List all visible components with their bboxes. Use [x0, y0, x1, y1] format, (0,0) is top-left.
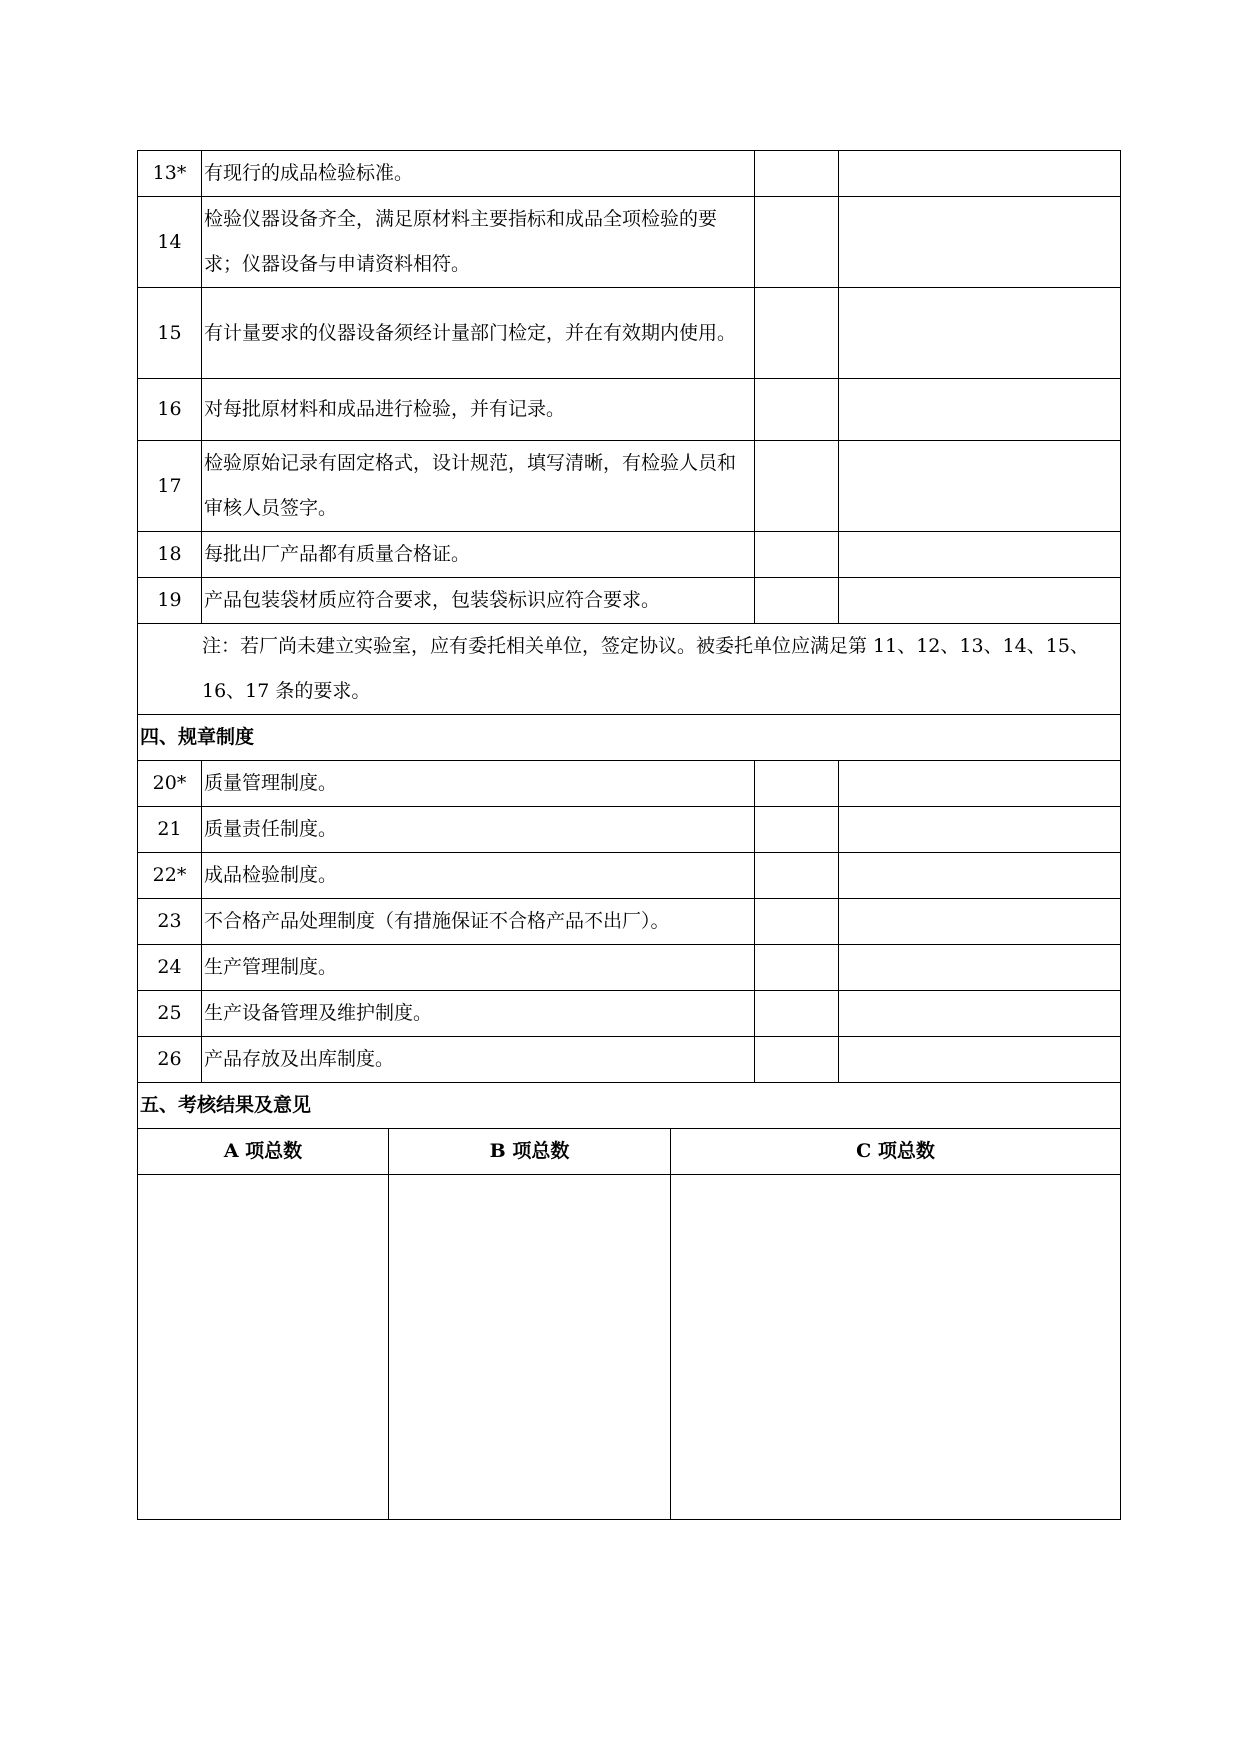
- table-row: [138, 441, 1121, 532]
- remark-cell[interactable]: [839, 853, 1121, 899]
- remark-cell[interactable]: [839, 151, 1121, 197]
- item-description: 有计量要求的仪器设备须经计量部门检定，并在有效期内使用。: [202, 288, 755, 379]
- section-header-row: [138, 715, 1121, 761]
- a-total-header: A 项总数: [138, 1129, 389, 1175]
- result-cell[interactable]: [755, 288, 839, 379]
- table-row: [138, 197, 1121, 288]
- item-number: 25: [138, 991, 202, 1037]
- item-number: 21: [138, 807, 202, 853]
- item-number: 17: [138, 441, 202, 532]
- result-cell[interactable]: [755, 532, 839, 578]
- table-row: [138, 853, 1121, 899]
- b-total-header: B 项总数: [389, 1129, 671, 1175]
- item-number: 18: [138, 532, 202, 578]
- note-row: [138, 624, 1121, 715]
- results-header-row: [138, 1129, 1121, 1175]
- item-number: 15: [138, 288, 202, 379]
- item-number: 26: [138, 1037, 202, 1083]
- result-cell[interactable]: [755, 991, 839, 1037]
- table-row: [138, 807, 1121, 853]
- result-cell[interactable]: [755, 1037, 839, 1083]
- item-description: 不合格产品处理制度（有措施保证不合格产品不出厂）。: [202, 899, 755, 945]
- table-row: [138, 761, 1121, 807]
- section-title-rules: 四、规章制度: [138, 715, 1121, 761]
- item-description: 生产管理制度。: [202, 945, 755, 991]
- item-description: 质量管理制度。: [202, 761, 755, 807]
- b-total-cell[interactable]: [389, 1175, 671, 1520]
- result-cell[interactable]: [755, 379, 839, 441]
- result-cell[interactable]: [755, 761, 839, 807]
- table-row: [138, 379, 1121, 441]
- table-row: [138, 532, 1121, 578]
- table-row: [138, 1037, 1121, 1083]
- item-number: 23: [138, 899, 202, 945]
- result-cell[interactable]: [755, 441, 839, 532]
- remark-cell[interactable]: [839, 578, 1121, 624]
- item-description: 质量责任制度。: [202, 807, 755, 853]
- section-title-results: 五、考核结果及意见: [138, 1083, 1121, 1129]
- item-description: 成品检验制度。: [202, 853, 755, 899]
- result-cell[interactable]: [755, 197, 839, 288]
- result-cell[interactable]: [755, 578, 839, 624]
- remark-cell[interactable]: [839, 1037, 1121, 1083]
- remark-cell[interactable]: [839, 945, 1121, 991]
- item-description: 检验仪器设备齐全，满足原材料主要指标和成品全项检验的要求；仪器设备与申请资料相符。: [202, 197, 755, 288]
- table-row: [138, 151, 1121, 197]
- remark-cell[interactable]: [839, 761, 1121, 807]
- checklist-table: [137, 150, 1121, 1129]
- item-description: 检验原始记录有固定格式，设计规范，填写清晰，有检验人员和审核人员签字。: [202, 441, 755, 532]
- remark-cell[interactable]: [839, 379, 1121, 441]
- item-description: 生产设备管理及维护制度。: [202, 991, 755, 1037]
- remark-cell[interactable]: [839, 441, 1121, 532]
- results-value-row: [138, 1175, 1121, 1520]
- item-number: 22*: [138, 853, 202, 899]
- remark-cell[interactable]: [839, 807, 1121, 853]
- item-number: 14: [138, 197, 202, 288]
- item-number: 20*: [138, 761, 202, 807]
- lab-note: 注：若厂尚未建立实验室，应有委托相关单位，签定协议。被委托单位应满足第 11、12、13、14、15、16、17 条的要求。: [138, 624, 1121, 715]
- result-cell[interactable]: [755, 807, 839, 853]
- item-description: 对每批原材料和成品进行检验，并有记录。: [202, 379, 755, 441]
- item-description: 有现行的成品检验标准。: [202, 151, 755, 197]
- result-cell[interactable]: [755, 151, 839, 197]
- table-row: [138, 288, 1121, 379]
- remark-cell[interactable]: [839, 197, 1121, 288]
- item-description: 每批出厂产品都有质量合格证。: [202, 532, 755, 578]
- item-number: 13*: [138, 151, 202, 197]
- item-number: 24: [138, 945, 202, 991]
- item-description: 产品包装袋材质应符合要求，包装袋标识应符合要求。: [202, 578, 755, 624]
- table-row: [138, 578, 1121, 624]
- item-number: 16: [138, 379, 202, 441]
- remark-cell[interactable]: [839, 288, 1121, 379]
- inspection-form: [137, 150, 1120, 1520]
- table-row: [138, 945, 1121, 991]
- item-description: 产品存放及出库制度。: [202, 1037, 755, 1083]
- c-total-cell[interactable]: [671, 1175, 1121, 1520]
- results-table: [137, 1129, 1121, 1520]
- c-total-header: C 项总数: [671, 1129, 1121, 1175]
- remark-cell[interactable]: [839, 991, 1121, 1037]
- result-cell[interactable]: [755, 853, 839, 899]
- table-row: [138, 991, 1121, 1037]
- remark-cell[interactable]: [839, 899, 1121, 945]
- section-header-row: [138, 1083, 1121, 1129]
- table-row: [138, 899, 1121, 945]
- result-cell[interactable]: [755, 945, 839, 991]
- item-number: 19: [138, 578, 202, 624]
- result-cell[interactable]: [755, 899, 839, 945]
- remark-cell[interactable]: [839, 532, 1121, 578]
- a-total-cell[interactable]: [138, 1175, 389, 1520]
